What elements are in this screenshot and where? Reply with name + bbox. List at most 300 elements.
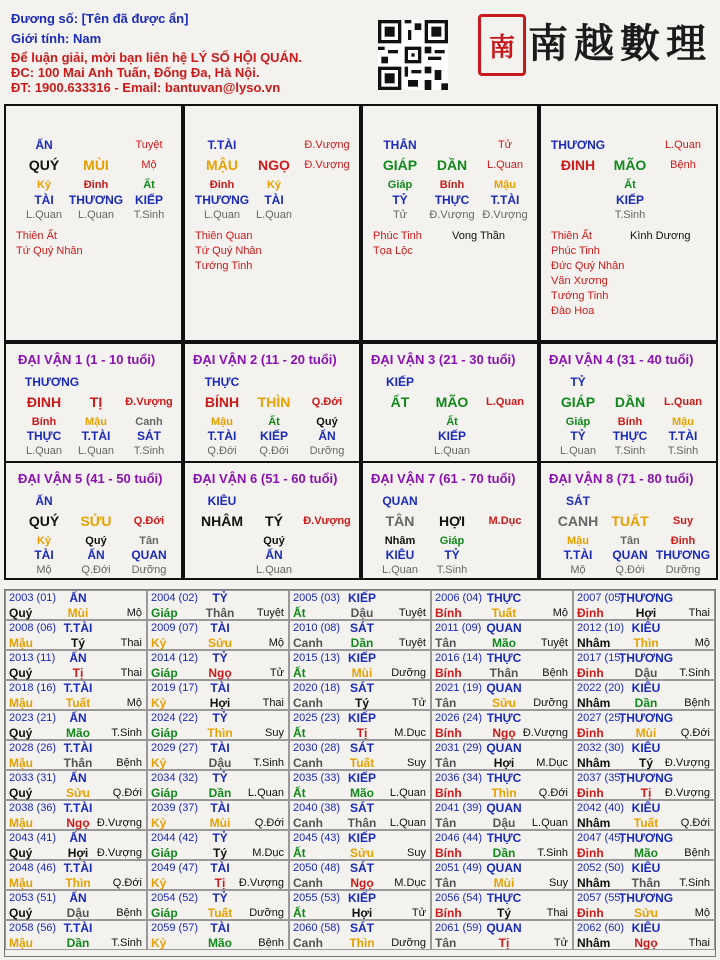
year-branch: Ngọ [492, 726, 516, 740]
hidden-star: TÀI [264, 193, 284, 207]
decade-star: QUAN [382, 494, 418, 508]
year-branch: Mão [492, 636, 516, 650]
year-branch: Tuất [349, 756, 375, 770]
hidden-stem: Mậu [211, 416, 233, 428]
year-stem: Quý [9, 786, 33, 800]
pillar-branch: MÃO [613, 157, 647, 173]
year-label: 2038 (36) [9, 802, 57, 814]
year-stem: Tân [435, 756, 457, 770]
year-branch: Sửu [491, 696, 517, 710]
hidden-star: T.TÀI [563, 548, 593, 562]
decade-cell [539, 461, 718, 580]
decade-branch: TUẤT [611, 513, 649, 529]
hidden-star: TÀI [34, 548, 54, 562]
hidden-stem: Mậu [85, 416, 107, 428]
year-phase: Thai [688, 937, 710, 949]
year-phase: T.Sinh [111, 937, 142, 949]
year-label: 2009 (07) [151, 622, 199, 634]
decade-cell [183, 342, 361, 463]
year-cell [147, 920, 289, 950]
year-phase: Bệnh [258, 937, 284, 949]
year-stem: Nhâm [577, 636, 611, 650]
year-cell [5, 740, 147, 770]
year-branch: Dậu [350, 606, 374, 620]
year-phase: Tử [553, 937, 568, 949]
year-star: THƯƠNG [618, 831, 674, 845]
year-label: 2040 (38) [293, 802, 341, 814]
year-stem: Đinh [577, 786, 604, 800]
year-label: 2024 (22) [151, 712, 199, 724]
year-star: TỶ [212, 771, 228, 785]
year-stem: Canh [293, 816, 323, 830]
year-cell [431, 830, 573, 860]
hidden-stem: Canh [135, 416, 163, 428]
year-phase: Bệnh [684, 697, 710, 709]
year-star: SÁT [350, 621, 374, 635]
hidden-phase: Q.Đới [615, 564, 645, 576]
hidden-star: THỰC [612, 429, 648, 443]
year-branch: Thìn [633, 636, 659, 650]
year-branch: Ngọ [66, 816, 90, 830]
year-phase: Dưỡng [391, 667, 426, 679]
spirit-star: Tứ Quý Nhân [195, 245, 262, 257]
decade-cell [361, 342, 539, 463]
year-star: THƯƠNG [618, 891, 674, 905]
hidden-star: T.TÀI [668, 429, 698, 443]
year-cell [573, 710, 715, 740]
year-star: TỶ [212, 891, 228, 905]
year-star: TÀI [210, 741, 230, 755]
decade-cycle: Suy [672, 515, 694, 527]
chart-header [0, 0, 720, 100]
year-star: KIẾP [347, 651, 377, 665]
year-cell [289, 590, 431, 620]
year-stem: Nhâm [577, 816, 611, 830]
pillar-cycle: Đ.Vượng [304, 159, 350, 171]
year-phase: Thai [546, 907, 568, 919]
hidden-phase: L.Quan [559, 445, 597, 457]
year-star: KIÊU [631, 621, 661, 635]
year-branch: Hợi [67, 846, 89, 860]
year-star: KIẾP [347, 831, 377, 845]
year-star: KIẾP [347, 711, 377, 725]
decade-cell [539, 342, 718, 463]
year-stem: Tân [435, 876, 457, 890]
hidden-phase: L.Quan [77, 445, 115, 457]
decade-stem: QUÝ [28, 513, 60, 529]
year-stem: Nhâm [577, 696, 611, 710]
year-star: SÁT [350, 921, 374, 935]
year-branch: Tuất [633, 816, 659, 830]
year-branch: Tý [70, 636, 86, 650]
year-branch: Tý [354, 696, 370, 710]
year-phase: Dưỡng [533, 697, 568, 709]
hidden-stem: Tân [620, 535, 640, 547]
year-stem: Canh [293, 696, 323, 710]
spirit-star: Văn Xương [551, 275, 608, 287]
year-branch: Ngọ [634, 936, 658, 950]
year-phase: Q.Đới [112, 877, 142, 889]
year-label: 2015 (13) [293, 652, 341, 664]
hidden-phase: Mộ [570, 564, 586, 576]
year-branch: Dần [66, 936, 90, 950]
year-label: 2055 (53) [293, 892, 341, 904]
year-stem: Mậu [9, 876, 33, 890]
year-stem: Ất [293, 726, 306, 740]
spirit-star: Đức Quý Nhân [551, 260, 625, 272]
pillar-branch: NGỌ [258, 157, 290, 173]
year-stem: Mậu [9, 636, 33, 650]
year-stem: Bính [435, 906, 462, 920]
year-label: 2046 (44) [435, 832, 483, 844]
year-cell [147, 710, 289, 740]
year-label: 2022 (20) [577, 682, 625, 694]
decade-cycle: Q.Đới [311, 396, 343, 408]
year-star: KIÊU [631, 741, 661, 755]
year-stem: Đinh [577, 666, 604, 680]
year-stem: Canh [293, 636, 323, 650]
year-label: 2023 (21) [9, 712, 57, 724]
pillar-phase: Tuyệt [135, 139, 163, 151]
year-phase: Đ.Vượng [664, 787, 710, 799]
year-star: THỰC [486, 771, 522, 785]
year-stem: Bính [435, 606, 462, 620]
year-label: 2032 (30) [577, 742, 625, 754]
hidden-star: THỰC [434, 193, 470, 207]
pillar-cell [361, 104, 539, 342]
year-phase: Thai [688, 607, 710, 619]
year-stem: Mậu [9, 816, 33, 830]
decade-stem: TÂN [385, 513, 415, 529]
hidden-stem: Kỷ [266, 179, 282, 191]
year-phase: Mộ [694, 637, 710, 649]
spirit-star: Tọa Lộc [373, 245, 413, 257]
hidden-star: ẤN [265, 548, 283, 562]
year-cell [573, 860, 715, 890]
hidden-star: ẤN [87, 548, 105, 562]
decade-cell [4, 461, 183, 580]
year-star: SÁT [350, 741, 374, 755]
year-cell [431, 710, 573, 740]
hidden-stem: Quý [85, 535, 107, 547]
pillar-cell [4, 104, 183, 342]
pillar-cycle: Mộ [141, 159, 157, 171]
year-label: 2010 (08) [293, 622, 341, 634]
decade-title: ĐẠI VẬN 8 (71 - 80 tuổi) [549, 471, 694, 486]
year-star: KIÊU [631, 861, 661, 875]
year-branch: Mão [350, 786, 374, 800]
year-cell [5, 860, 147, 890]
year-phase: Đ.Vượng [664, 757, 710, 769]
year-label: 2020 (18) [293, 682, 341, 694]
hidden-stem: Ất [624, 179, 636, 191]
year-star: ẤN [69, 891, 87, 905]
year-phase: Tuyệt [256, 607, 284, 619]
hidden-star: KIẾP [259, 429, 289, 443]
year-stem: Giáp [151, 606, 178, 620]
hidden-stem: Mậu [494, 179, 516, 191]
hidden-star: TỶ [570, 429, 586, 443]
year-stem: Kỷ [151, 876, 167, 890]
year-stem: Đinh [577, 726, 604, 740]
year-cell [147, 590, 289, 620]
year-phase: Suy [407, 757, 426, 769]
year-cell [573, 830, 715, 860]
year-phase: M.Dục [252, 847, 284, 859]
year-star: THƯƠNG [618, 711, 674, 725]
year-stem: Kỷ [151, 936, 167, 950]
year-stem: Đinh [577, 606, 604, 620]
year-phase: T.Sinh [111, 727, 142, 739]
year-branch: Mão [634, 846, 658, 860]
year-label: 2025 (23) [293, 712, 341, 724]
year-phase: Mộ [694, 907, 710, 919]
hidden-stem: Mậu [567, 535, 589, 547]
seal-text: 南 [488, 32, 515, 63]
hidden-stem: Kỷ [36, 179, 52, 191]
qr-code-icon [378, 20, 448, 90]
year-branch: Thân [347, 816, 377, 830]
year-phase: M.Dục [394, 727, 426, 739]
year-label: 2033 (31) [9, 772, 57, 784]
year-label: 2054 (52) [151, 892, 199, 904]
year-star: TỶ [212, 651, 228, 665]
hidden-stem: Mậu [672, 416, 694, 428]
year-branch: Mão [208, 936, 232, 950]
year-star: TỶ [212, 831, 228, 845]
year-cell [5, 620, 147, 650]
hidden-star: THƯƠNG [68, 193, 124, 207]
pillar-star: THƯƠNG [550, 138, 606, 152]
address-line: ĐC: 100 Mai Anh Tuấn, Đống Đa, Hà Nội. [11, 65, 260, 80]
year-label: 2018 (16) [9, 682, 57, 694]
hidden-star: TỶ [444, 548, 460, 562]
year-stem: Đinh [577, 846, 604, 860]
year-stem: Bính [435, 846, 462, 860]
hidden-stem: Kỷ [36, 535, 52, 547]
year-phase: Q.Đới [680, 817, 710, 829]
year-label: 2051 (49) [435, 862, 483, 874]
owner-name: Đương số: [Tên đã được ẩn] [11, 11, 189, 26]
pillar-cell [183, 104, 361, 342]
spirit-star: Thiên Ất [16, 230, 57, 242]
spirit-star: Thiên Ất [551, 230, 592, 242]
year-branch: Dậu [208, 756, 232, 770]
spirit-star: Phúc Tinh [373, 230, 422, 242]
year-phase: Mộ [552, 607, 568, 619]
year-star: KIÊU [631, 681, 661, 695]
year-branch: Dần [350, 636, 374, 650]
hidden-stem: Bính [439, 179, 465, 191]
year-cell [147, 680, 289, 710]
year-label: 2044 (42) [151, 832, 199, 844]
decade-star: SÁT [566, 494, 590, 508]
hidden-phase: Mộ [36, 564, 52, 576]
hidden-star: KIẾP [615, 193, 645, 207]
year-star: TỶ [212, 711, 228, 725]
hidden-star: TỶ [392, 193, 408, 207]
year-phase: Mộ [268, 637, 284, 649]
year-label: 2003 (01) [9, 592, 57, 604]
year-star: QUAN [486, 741, 522, 755]
pillar-cell [539, 104, 718, 342]
decade-title: ĐẠI VẬN 5 (41 - 50 tuổi) [18, 471, 163, 486]
hidden-stem: Giáp [565, 416, 591, 428]
year-branch: Thìn [65, 876, 91, 890]
year-label: 2030 (28) [293, 742, 341, 754]
year-label: 2012 (10) [577, 622, 625, 634]
year-star: T.TÀI [63, 741, 93, 755]
year-label: 2017 (15) [577, 652, 625, 664]
decade-star: ẤN [35, 494, 53, 508]
decade-title: ĐẠI VẬN 3 (21 - 30 tuổi) [371, 352, 516, 367]
phone-email-line: ĐT: 1900.633316 - Email: bantuvan@lyso.vn [11, 80, 281, 95]
year-branch: Thìn [491, 786, 517, 800]
year-stem: Ất [293, 906, 306, 920]
year-stem: Bính [435, 786, 462, 800]
year-star: THƯƠNG [618, 591, 674, 605]
hidden-stem: Giáp [439, 535, 465, 547]
year-stem: Bính [435, 666, 462, 680]
pillar-stem: ĐINH [560, 157, 596, 173]
year-phase: Tuyệt [398, 637, 426, 649]
year-cell [289, 890, 431, 920]
decade-title: ĐẠI VẬN 7 (61 - 70 tuổi) [371, 471, 516, 486]
year-stem: Giáp [151, 846, 178, 860]
hidden-phase: L.Quan [77, 209, 115, 221]
year-star: T.TÀI [63, 681, 93, 695]
year-label: 2008 (06) [9, 622, 57, 634]
hidden-phase: L.Quan [255, 564, 293, 576]
year-label: 2011 (09) [435, 622, 482, 634]
year-stem: Nhâm [577, 876, 611, 890]
decade-cell [4, 342, 183, 463]
year-branch: Thìn [349, 936, 375, 950]
year-branch: Tị [498, 936, 510, 950]
year-cell [289, 800, 431, 830]
year-phase: Q.Đới [538, 787, 568, 799]
decade-title: ĐẠI VẬN 2 (11 - 20 tuổi) [193, 352, 337, 367]
decade-cycle: M.Dục [488, 515, 522, 527]
hidden-phase: T.Sinh [133, 209, 165, 221]
hidden-stem: Bính [617, 416, 643, 428]
hidden-star: KIÊU [385, 548, 415, 562]
year-label: 2056 (54) [435, 892, 483, 904]
year-phase: Suy [407, 847, 426, 859]
year-cell [431, 680, 573, 710]
year-cell [147, 800, 289, 830]
year-label: 2042 (40) [577, 802, 625, 814]
year-phase: Đ.Vượng [522, 727, 568, 739]
decade-star: KIẾP [385, 375, 415, 389]
year-cell [289, 680, 431, 710]
year-star: QUAN [486, 621, 522, 635]
hidden-star: QUAN [131, 548, 167, 562]
year-branch: Tị [72, 666, 84, 680]
year-stem: Canh [293, 876, 323, 890]
year-label: 2013 (11) [9, 652, 56, 664]
year-star: QUAN [486, 801, 522, 815]
decade-branch: TỊ [89, 394, 103, 410]
hidden-phase: T.Sinh [614, 209, 646, 221]
year-label: 2031 (29) [435, 742, 483, 754]
hidden-star: T.TÀI [490, 193, 520, 207]
decade-cycle: L.Quan [664, 396, 702, 408]
year-stem: Giáp [151, 786, 178, 800]
year-stem: Đinh [577, 906, 604, 920]
year-cell [5, 800, 147, 830]
year-label: 2027 (25) [577, 712, 625, 724]
year-label: 2004 (02) [151, 592, 199, 604]
year-cell [289, 740, 431, 770]
year-branch: Tuất [207, 906, 233, 920]
year-branch: Ngọ [208, 666, 232, 680]
decade-stem: BÍNH [204, 394, 240, 410]
year-star: TÀI [210, 921, 230, 935]
brand-logo: 南越數理 [528, 20, 712, 67]
year-cell [289, 650, 431, 680]
year-cell [573, 590, 715, 620]
year-branch: Thân [63, 756, 93, 770]
decade-branch: THÌN [257, 394, 291, 410]
year-label: 2016 (14) [435, 652, 483, 664]
year-phase: Tử [411, 697, 426, 709]
annual-cycles-grid [4, 589, 716, 957]
year-star: TÀI [210, 681, 230, 695]
year-cell [147, 740, 289, 770]
year-phase: Tuyệt [540, 637, 568, 649]
year-cell [5, 680, 147, 710]
year-star: TỶ [212, 591, 228, 605]
year-stem: Giáp [151, 726, 178, 740]
hidden-phase: Tử [392, 209, 408, 221]
year-branch: Mão [66, 726, 90, 740]
decade-title: ĐẠI VẬN 4 (31 - 40 tuổi) [549, 352, 694, 367]
hidden-star: THƯƠNG [194, 193, 250, 207]
year-branch: Mùi [67, 606, 89, 620]
hidden-stem: Giáp [387, 179, 413, 191]
year-star: SÁT [350, 681, 374, 695]
year-star: QUAN [486, 681, 522, 695]
year-branch: Sửu [349, 846, 375, 860]
decade-stem: ẤT [390, 394, 410, 410]
year-phase: Thai [120, 637, 142, 649]
year-stem: Tân [435, 936, 457, 950]
year-branch: Hợi [351, 906, 373, 920]
year-phase: Dưỡng [391, 937, 426, 949]
year-branch: Tý [212, 846, 228, 860]
pillar-stem: QUÝ [28, 157, 60, 173]
year-stem: Kỷ [151, 696, 167, 710]
year-phase: Suy [265, 727, 284, 739]
year-cell [289, 860, 431, 890]
spirit-star: Thiên Quan [195, 230, 253, 242]
year-cell [431, 920, 573, 950]
hidden-phase: Dưỡng [131, 564, 167, 576]
hidden-stem: Ất [143, 179, 155, 191]
year-stem: Ất [293, 846, 306, 860]
year-star: ẤN [69, 651, 87, 665]
year-label: 2062 (60) [577, 922, 625, 934]
hidden-star: QUAN [612, 548, 648, 562]
spirit-star: Vong Thần [452, 230, 506, 242]
year-stem: Ất [293, 786, 306, 800]
year-star: KIÊU [631, 921, 661, 935]
year-stem: Tân [435, 816, 457, 830]
year-star: THỰC [486, 591, 522, 605]
year-phase: T.Sinh [679, 877, 710, 889]
year-label: 2041 (39) [435, 802, 483, 814]
